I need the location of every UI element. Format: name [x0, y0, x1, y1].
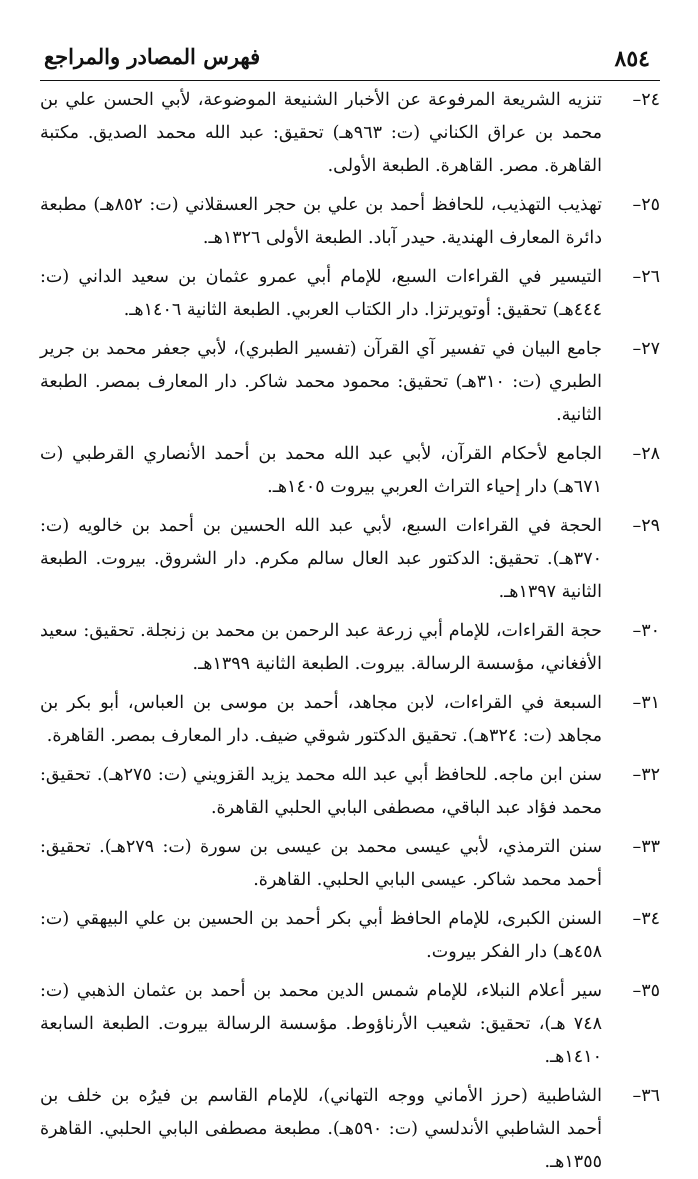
entry-text: الحجة في القراءات السبع، لأبي عبد الله الحسين بن أحمد بن خالويه (ت: ٣٧٠هـ). تحقيق: الدكتور عبد العال سالم مكرم. دار الشروق. بيروت. الطبعة الثانية ١٣٩٧هـ.: [40, 516, 602, 602]
entry-number: ٣٠–: [632, 621, 660, 641]
entry-text: جامع البيان في تفسير آي القرآن (تفسير الطبري)، لأبي جعفر محمد بن جرير الطبري (ت: ٣١٠هـ) تحقيق: محمود محمد شاكر. دار المعارف بمصر. الطبعة الثانية.: [40, 339, 602, 425]
page-number: ٨٥٤: [614, 46, 650, 72]
entry-number: ٢٦–: [632, 267, 660, 287]
entry-text: تهذيب التهذيب، للحافظ أحمد بن علي بن حجر العسقلاني (ت: ٨٥٢هـ) مطبعة دائرة المعارف الهندية. حيدر آباد. الطبعة الأولى ١٣٢٦هـ.: [40, 195, 602, 248]
bibliography-entry: [40, 438, 660, 504]
bibliography-entry: [40, 84, 660, 183]
bibliography-entry: [40, 615, 660, 681]
entry-number: ٣٣–: [632, 837, 660, 857]
entry-text: الجامع لأحكام القرآن، لأبي عبد الله محمد بن أحمد الأنصاري القرطبي (ت ٦٧١هـ) دار إحياء التراث العربي بيروت ١٤٠٥هـ.: [40, 444, 602, 497]
running-title: فهرس المصادر والمراجع: [44, 44, 261, 69]
entry-text: سنن الترمذي، لأبي عيسى محمد بن عيسى بن سورة (ت: ٢٧٩هـ). تحقيق: أحمد محمد شاكر. عيسى البابي الحلبي. القاهرة.: [40, 837, 602, 890]
bibliography-entry: [40, 189, 660, 255]
bibliography-entry: [40, 759, 660, 825]
entry-text: التيسير في القراءات السبع، للإمام أبي عمرو عثمان بن سعيد الداني (ت: ٤٤٤هـ) تحقيق: أوتويرتزا. دار الكتاب العربي. الطبعة الثانية ١٤٠٦هـ.: [40, 267, 602, 320]
entry-number: ٢٨–: [632, 444, 660, 464]
bibliography-entry: [40, 903, 660, 969]
bibliography-entry: [40, 687, 660, 753]
bibliography-entry: [40, 510, 660, 609]
entry-number: ٢٩–: [632, 516, 660, 536]
entry-number: ٣٤–: [632, 909, 660, 929]
entry-text: الشاطبية (حرز الأماني ووجه التهاني)، للإمام القاسم بن فيرُه بن خلف بن أحمد الشاطبي الأندلسي (ت: ٥٩٠هـ). مطبعة مصطفى البابي الحلبي. القاهرة ١٣٥٥هـ.: [40, 1086, 602, 1172]
entry-number: ٢٤–: [632, 90, 660, 110]
entry-text: سنن ابن ماجه. للحافظ أبي عبد الله محمد يزيد القزويني (ت: ٢٧٥هـ). تحقيق: محمد فؤاد عبد الباقي، مصطفى البابي الحلبي القاهرة.: [40, 765, 602, 818]
entry-text: تنزيه الشريعة المرفوعة عن الأخبار الشنيعة الموضوعة، لأبي الحسن علي بن محمد بن عراق الكناني (ت: ٩٦٣هـ) تحقيق: عبد الله محمد الصديق. مكتبة القاهرة. مصر. القاهرة. الطبعة الأولى.: [40, 90, 602, 176]
bibliography-entry: [40, 1080, 660, 1179]
entry-text: السنن الكبرى، للإمام الحافظ أبي بكر أحمد بن الحسين بن علي البيهقي (ت: ٤٥٨هـ) دار الفكر بيروت.: [40, 909, 602, 962]
entry-number: ٣٦–: [632, 1086, 660, 1106]
header-divider: [40, 80, 660, 81]
bibliography-entry: [40, 831, 660, 897]
entry-text: سير أعلام النبلاء، للإمام شمس الدين محمد بن أحمد بن عثمان الذهبي (ت: ٧٤٨ هـ)، تحقيق: شعيب الأرناؤوط. مؤسسة الرسالة بيروت. الطبعة السابعة ١٤١٠هـ.: [40, 981, 602, 1067]
entry-text: حجة القراءات، للإمام أبي زرعة عبد الرحمن بن محمد بن زنجلة. تحقيق: سعيد الأفغاني، مؤسسة الرسالة. بيروت. الطبعة الثانية ١٣٩٩هـ.: [40, 621, 602, 674]
entry-number: ٢٧–: [632, 339, 660, 359]
entry-text: السبعة في القراءات، لابن مجاهد، أحمد بن موسى بن العباس، أبو بكر بن مجاهد (ت: ٣٢٤هـ). تحقيق الدكتور شوقي ضيف. دار المعارف بمصر. القاهرة.: [40, 693, 602, 746]
entry-number: ٣٢–: [632, 765, 660, 785]
bibliography-entry: [40, 975, 660, 1074]
bibliography-entry: [40, 333, 660, 432]
page-header: [40, 0, 660, 84]
bibliography-entry: [40, 261, 660, 327]
entry-number: ٣٥–: [632, 981, 660, 1001]
entry-number: ٣١–: [632, 693, 660, 713]
bibliography-list: [40, 84, 660, 1179]
entry-number: ٢٥–: [632, 195, 660, 215]
